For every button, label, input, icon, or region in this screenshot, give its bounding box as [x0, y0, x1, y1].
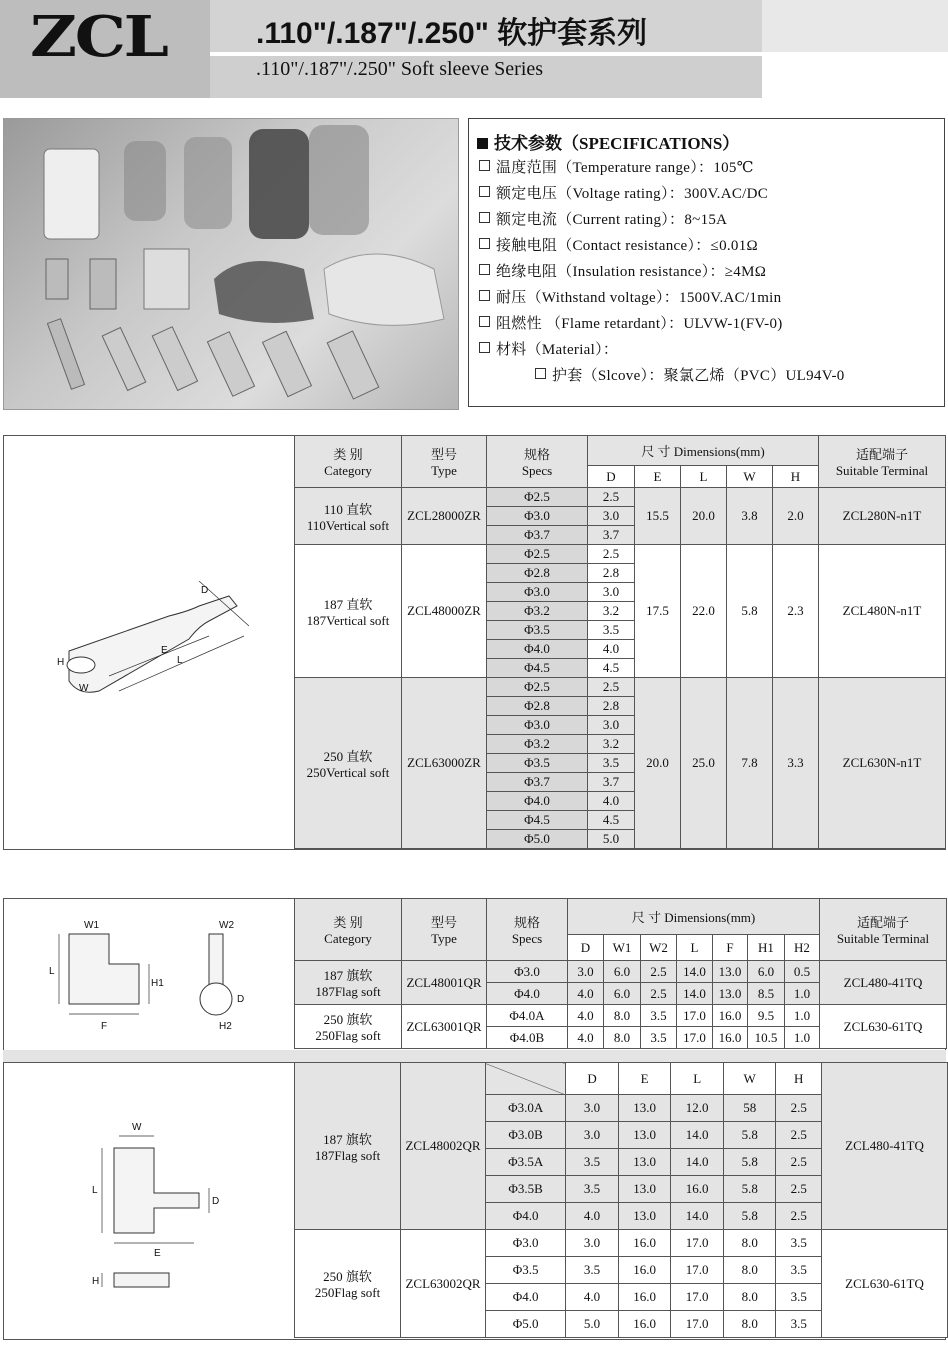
- spec-cell: Φ3.5: [485, 1257, 565, 1284]
- checkbox-icon: [535, 368, 546, 379]
- spec-cell: Φ2.5: [487, 545, 588, 564]
- value-cell: 8.0: [723, 1311, 775, 1338]
- bullet-square-icon: [477, 138, 488, 149]
- w-cell: 5.8: [727, 545, 773, 678]
- spec-item: 阻燃性 （Flame retardant）：ULVW-1(FV-0): [479, 312, 783, 333]
- spec-cell: Φ4.0A: [487, 1005, 568, 1027]
- d-cell: 3.0: [588, 507, 635, 526]
- value-cell: 13.0: [618, 1122, 671, 1149]
- table-straight-soft: [294, 435, 946, 849]
- value-cell: 8.0: [723, 1230, 775, 1257]
- value-cell: 17.0: [677, 1027, 713, 1049]
- spec-cell: Φ3.0: [487, 716, 588, 735]
- value-cell: 9.5: [748, 1005, 785, 1027]
- col-header-dimensions: 尺 寸 Dimensions(mm): [588, 436, 819, 466]
- straight-sleeve-diagram: [49, 581, 249, 701]
- value-cell: 5.8: [723, 1149, 775, 1176]
- type-cell: ZCL48001QR: [402, 961, 487, 1005]
- col-header-terminal: 适配端子 Suitable Terminal: [819, 436, 946, 488]
- value-cell: 3.5: [641, 1005, 677, 1027]
- dim-col-h1: H1: [748, 935, 785, 961]
- value-cell: 10.5: [748, 1027, 785, 1049]
- value-cell: 3.5: [776, 1284, 822, 1311]
- dim-label-d: D: [237, 994, 245, 1005]
- flag-sleeve-diagram: [39, 914, 259, 1039]
- value-cell: 14.0: [677, 961, 713, 983]
- spec-cell: Φ4.5: [487, 811, 588, 830]
- specifications-heading: 技术参数（SPECIFICATIONS）: [477, 129, 739, 154]
- value-cell: 4.0: [568, 1027, 604, 1049]
- spec-item: 材料（Material）：: [479, 338, 618, 359]
- spec-cell: Φ2.8: [487, 564, 588, 583]
- value-cell: 2.5: [776, 1149, 822, 1176]
- checkbox-icon: [479, 238, 490, 249]
- spec-item: 接触电阻（Contact resistance）：≤0.01Ω: [479, 234, 758, 255]
- d-cell: 3.2: [588, 735, 635, 754]
- value-cell: 1.0: [785, 1005, 820, 1027]
- value-cell: 3.5: [776, 1257, 822, 1284]
- h-cell: 2.0: [773, 488, 819, 545]
- type-cell: ZCL63000ZR: [402, 678, 487, 849]
- spec-cell: Φ4.0: [485, 1203, 565, 1230]
- value-cell: 16.0: [618, 1311, 671, 1338]
- d-cell: 4.5: [588, 659, 635, 678]
- value-cell: 13.0: [618, 1095, 671, 1122]
- value-cell: 12.0: [671, 1095, 724, 1122]
- value-cell: 3.5: [566, 1176, 618, 1203]
- terminal-cell: ZCL480N-n1T: [819, 545, 946, 678]
- dim-label-w: W: [79, 683, 89, 694]
- h-cell: 2.3: [773, 545, 819, 678]
- spec-cell: Φ4.5: [487, 659, 588, 678]
- dim-label-h: H: [92, 1276, 100, 1287]
- dim-col-w1: W1: [604, 935, 641, 961]
- dim-col-h: H: [773, 466, 819, 488]
- spec-cell: Φ5.0: [485, 1311, 565, 1338]
- checkbox-icon: [479, 316, 490, 327]
- category-cell: 250 旗软 250Flag soft: [295, 1230, 401, 1338]
- value-cell: 17.0: [671, 1311, 724, 1338]
- spec-cell: Φ3.0: [487, 583, 588, 602]
- l-cell: 22.0: [681, 545, 727, 678]
- dim-col-e: E: [635, 466, 681, 488]
- value-cell: 2.5: [776, 1176, 822, 1203]
- value-cell: 8.0: [723, 1257, 775, 1284]
- dim-label-l: L: [92, 1185, 98, 1196]
- dim-col-l: L: [677, 935, 713, 961]
- value-cell: 58: [723, 1095, 775, 1122]
- dim-label-d: D: [201, 585, 209, 596]
- spec-item: 额定电压（Voltage rating）：300V.AC/DC: [479, 182, 768, 203]
- category-cell: 187 旗软 187Flag soft: [295, 1063, 401, 1230]
- spec-cell: Φ2.5: [487, 678, 588, 697]
- value-cell: 3.5: [776, 1311, 822, 1338]
- d-cell: 2.5: [588, 545, 635, 564]
- page-title-en: .110"/.187"/.250" Soft sleeve Series: [256, 58, 544, 80]
- spec-cell: Φ5.0: [487, 830, 588, 849]
- dim-col-w: W: [727, 466, 773, 488]
- diagonal-header-cell: [485, 1063, 565, 1095]
- spec-cell: Φ3.0A: [485, 1095, 565, 1122]
- page-title-cn: .110"/.187"/.250" 软护套系列: [256, 17, 648, 50]
- value-cell: 6.0: [604, 961, 641, 983]
- col-header-dimensions: 尺 寸 Dimensions(mm): [568, 899, 820, 935]
- dim-col-d: D: [588, 466, 635, 488]
- value-cell: 17.0: [677, 1005, 713, 1027]
- col-header-category: 类 别 Category: [295, 436, 402, 488]
- value-cell: 16.0: [713, 1027, 748, 1049]
- d-cell: 3.7: [588, 773, 635, 792]
- terminal-cell: ZCL480-41TQ: [820, 961, 947, 1005]
- value-cell: 16.0: [618, 1284, 671, 1311]
- value-cell: 3.5: [776, 1230, 822, 1257]
- spec-cell: Φ3.0: [487, 507, 588, 526]
- d-cell: 4.5: [588, 811, 635, 830]
- category-cell: 110 直软 110Vertical soft: [295, 488, 402, 545]
- dim-col-l: L: [681, 466, 727, 488]
- value-cell: 8.0: [604, 1005, 641, 1027]
- dim-label-w: W: [132, 1122, 142, 1133]
- value-cell: 14.0: [671, 1122, 724, 1149]
- value-cell: 2.5: [776, 1095, 822, 1122]
- spec-item: 耐压（Withstand voltage）：1500V.AC/1min: [479, 286, 781, 307]
- type-cell: ZCL48002QR: [401, 1063, 486, 1230]
- d-cell: 5.0: [588, 830, 635, 849]
- d-cell: 3.0: [588, 583, 635, 602]
- checkbox-icon: [479, 290, 490, 301]
- table-flag-soft-2: [294, 1062, 948, 1338]
- spec-cell: Φ2.8: [487, 697, 588, 716]
- type-cell: ZCL63001QR: [402, 1005, 487, 1049]
- dim-col-f: F: [713, 935, 748, 961]
- spec-cell: Φ4.0: [487, 792, 588, 811]
- value-cell: 8.0: [723, 1284, 775, 1311]
- value-cell: 3.5: [641, 1027, 677, 1049]
- d-cell: 4.0: [588, 792, 635, 811]
- dim-col-w2: W2: [641, 935, 677, 961]
- d-cell: 2.5: [588, 488, 635, 507]
- value-cell: 13.0: [713, 961, 748, 983]
- value-cell: 14.0: [671, 1149, 724, 1176]
- checkbox-icon: [479, 186, 490, 197]
- spec-cell: Φ3.2: [487, 735, 588, 754]
- value-cell: 6.0: [748, 961, 785, 983]
- spec-cell: Φ4.0B: [487, 1027, 568, 1049]
- d-cell: 4.0: [588, 640, 635, 659]
- terminal-cell: ZCL630-61TQ: [822, 1230, 948, 1338]
- spec-cell: Φ3.7: [487, 526, 588, 545]
- col-header-specs: 规格 Specs: [487, 899, 568, 961]
- value-cell: 14.0: [671, 1203, 724, 1230]
- value-cell: 17.0: [671, 1284, 724, 1311]
- l-cell: 20.0: [681, 488, 727, 545]
- dim-label-d: D: [212, 1196, 220, 1207]
- value-cell: 3.5: [566, 1149, 618, 1176]
- value-cell: 16.0: [618, 1230, 671, 1257]
- e-cell: 17.5: [635, 545, 681, 678]
- value-cell: 3.0: [566, 1122, 618, 1149]
- value-cell: 8.5: [748, 983, 785, 1005]
- value-cell: 14.0: [677, 983, 713, 1005]
- checkbox-icon: [479, 160, 490, 171]
- value-cell: 13.0: [713, 983, 748, 1005]
- value-cell: 5.8: [723, 1203, 775, 1230]
- spec-item: 额定电流（Current rating）：8~15A: [479, 208, 727, 229]
- dim-col-l: L: [671, 1063, 724, 1095]
- value-cell: 0.5: [785, 961, 820, 983]
- value-cell: 17.0: [671, 1257, 724, 1284]
- dim-col-w: W: [723, 1063, 775, 1095]
- dim-col-h2: H2: [785, 935, 820, 961]
- type-cell: ZCL28000ZR: [402, 488, 487, 545]
- spec-cell: Φ3.0B: [485, 1122, 565, 1149]
- dim-label-l: L: [177, 655, 183, 666]
- spec-item: 温度范围（Temperature range）：105℃: [479, 156, 754, 177]
- category-cell: 187 旗软 187Flag soft: [295, 961, 402, 1005]
- specifications-panel: [468, 118, 945, 407]
- dim-label-w2: W2: [219, 920, 234, 931]
- spec-cell: Φ3.5A: [485, 1149, 565, 1176]
- value-cell: 1.0: [785, 1027, 820, 1049]
- spec-cell: Φ4.0: [485, 1284, 565, 1311]
- dim-col-e: E: [618, 1063, 671, 1095]
- value-cell: 4.0: [566, 1284, 618, 1311]
- dim-label-e: E: [154, 1248, 161, 1259]
- h-cell: 3.3: [773, 678, 819, 849]
- spec-cell: Φ4.0: [487, 640, 588, 659]
- value-cell: 2.5: [776, 1203, 822, 1230]
- w-cell: 3.8: [727, 488, 773, 545]
- checkbox-icon: [479, 342, 490, 353]
- category-cell: 250 直软 250Vertical soft: [295, 678, 402, 849]
- value-cell: 2.5: [641, 983, 677, 1005]
- terminal-cell: ZCL630-61TQ: [820, 1005, 947, 1049]
- col-header-category: 类 别 Category: [295, 899, 402, 961]
- dim-col-d: D: [566, 1063, 618, 1095]
- d-cell: 3.5: [588, 621, 635, 640]
- value-cell: 1.0: [785, 983, 820, 1005]
- category-cell: 250 旗软 250Flag soft: [295, 1005, 402, 1049]
- value-cell: 5.8: [723, 1122, 775, 1149]
- l-cell: 25.0: [681, 678, 727, 849]
- spec-cell: Φ3.7: [487, 773, 588, 792]
- spec-cell: Φ2.5: [487, 488, 588, 507]
- category-cell: 187 直软 187Vertical soft: [295, 545, 402, 678]
- spec-cell: Φ3.5: [487, 621, 588, 640]
- type-cell: ZCL48000ZR: [402, 545, 487, 678]
- col-header-type: 型号 Type: [402, 436, 487, 488]
- terminal-cell: ZCL280N-n1T: [819, 488, 946, 545]
- value-cell: 3.0: [566, 1095, 618, 1122]
- value-cell: 2.5: [776, 1122, 822, 1149]
- dim-col-h: H: [776, 1063, 822, 1095]
- section-separator: [3, 1050, 946, 1062]
- value-cell: 3.0: [566, 1230, 618, 1257]
- value-cell: 3.5: [566, 1257, 618, 1284]
- value-cell: 8.0: [604, 1027, 641, 1049]
- dim-label-h: H: [57, 657, 65, 668]
- dim-label-h2: H2: [219, 1021, 232, 1032]
- spec-cell: Φ3.5: [487, 754, 588, 773]
- checkbox-icon: [479, 212, 490, 223]
- col-header-terminal: 适配端子 Suitable Terminal: [820, 899, 947, 961]
- value-cell: 17.0: [671, 1230, 724, 1257]
- dim-label-f: F: [101, 1021, 108, 1032]
- value-cell: 4.0: [568, 1005, 604, 1027]
- w-cell: 7.8: [727, 678, 773, 849]
- value-cell: 5.0: [566, 1311, 618, 1338]
- value-cell: 16.0: [713, 1005, 748, 1027]
- spec-item: 绝缘电阻（Insulation resistance）：≥4MΩ: [479, 260, 766, 281]
- type-cell: ZCL63002QR: [401, 1230, 486, 1338]
- col-header-type: 型号 Type: [402, 899, 487, 961]
- flag-sleeve-diagram-2: [84, 1108, 254, 1298]
- checkbox-icon: [479, 264, 490, 275]
- value-cell: 6.0: [604, 983, 641, 1005]
- e-cell: 20.0: [635, 678, 681, 849]
- dim-col-d: D: [568, 935, 604, 961]
- brand-logo: ZCL: [30, 4, 167, 70]
- terminal-cell: ZCL630N-n1T: [819, 678, 946, 849]
- d-cell: 2.5: [588, 678, 635, 697]
- e-cell: 15.5: [635, 488, 681, 545]
- page-header: [0, 0, 948, 98]
- spec-cell: Φ3.5B: [485, 1176, 565, 1203]
- value-cell: 3.0: [568, 961, 604, 983]
- d-cell: 2.8: [588, 564, 635, 583]
- spec-cell: Φ3.0: [485, 1230, 565, 1257]
- spec-cell: Φ3.0: [487, 961, 568, 983]
- spec-cell: Φ4.0: [487, 983, 568, 1005]
- value-cell: 13.0: [618, 1149, 671, 1176]
- dim-label-l: L: [49, 966, 55, 977]
- value-cell: 2.5: [641, 961, 677, 983]
- dim-label-w1: W1: [84, 920, 99, 931]
- d-cell: 3.0: [588, 716, 635, 735]
- value-cell: 4.0: [568, 983, 604, 1005]
- value-cell: 16.0: [618, 1257, 671, 1284]
- value-cell: 13.0: [618, 1176, 671, 1203]
- col-header-specs: 规格 Specs: [487, 436, 588, 488]
- product-photo: [3, 118, 459, 410]
- value-cell: 5.8: [723, 1176, 775, 1203]
- value-cell: 4.0: [566, 1203, 618, 1230]
- value-cell: 16.0: [671, 1176, 724, 1203]
- terminal-cell: ZCL480-41TQ: [822, 1063, 948, 1230]
- d-cell: 3.7: [588, 526, 635, 545]
- d-cell: 3.2: [588, 602, 635, 621]
- d-cell: 2.8: [588, 697, 635, 716]
- spec-sub-item: 护套（Slcove）：聚氯乙烯（PVC）UL94V-0: [535, 364, 845, 385]
- value-cell: 13.0: [618, 1203, 671, 1230]
- dim-label-e: E: [161, 645, 168, 656]
- dim-label-h1: H1: [151, 978, 164, 989]
- table-flag-soft-1: [294, 898, 947, 1049]
- d-cell: 3.5: [588, 754, 635, 773]
- spec-cell: Φ3.2: [487, 602, 588, 621]
